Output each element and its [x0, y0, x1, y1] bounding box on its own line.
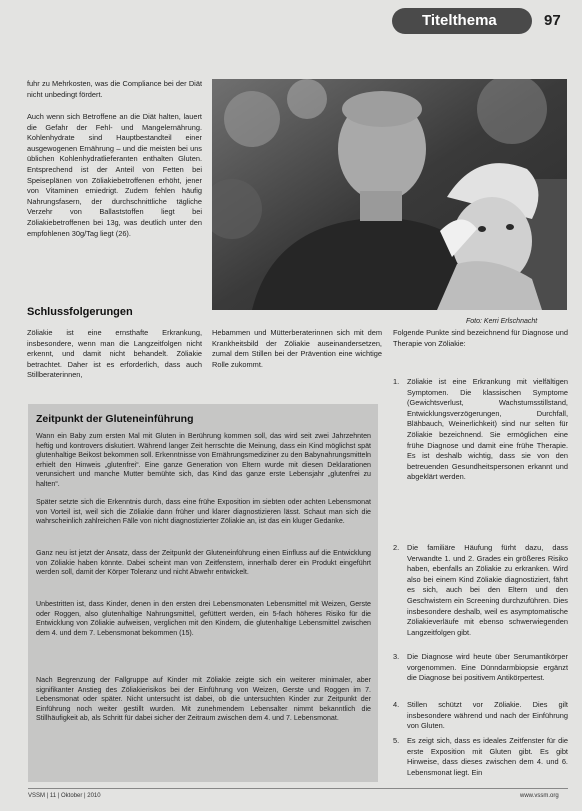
- info-box-title: Zeitpunkt der Gluteneinführung: [36, 413, 194, 425]
- info-box-paragraph: Später setzte sich die Erkenntnis durch, dass eine frühe Exposition im siebten oder achten Lebensmonat von Vorteil ist, weil sich die Zöliakie dann früher und klarer diagnostizieren lässt. Schaut man sich die wahrscheinlich zahlreichen Fälle von nicht diagnostizierter Zöliakie an, ist das ein kluger Gedanke.: [36, 498, 371, 526]
- father-baby-photo: [212, 79, 567, 310]
- section-title: Titelthema: [422, 12, 497, 29]
- photo-credit: Foto: Kerri Erlschnacht: [466, 318, 538, 325]
- footer-issue: VSSM | 11 | Oktober | 2010: [28, 793, 101, 799]
- info-box-paragraph: Wann ein Baby zum ersten Mal mit Gluten in Berührung kommen soll, das wird seit zwei Jahrzehnten heftig und kontrovers diskutiert. Während langer Zeit herrschte die Meinung, dass ein Kind möglichst spät glutenhaltige Beikost bekommen soll. Erkenntnisse von Ernährungsmediziner zu den Babynahrungsmitteln erhielt den Hinweis „glutenfrei“. Eine ganze Generation von Eltern wurde mit diesen Deklarationen verunsichert und manche Mutter bemühte sich, das Kind das ganze erste Lebensjahr „glutenfrei zu halten“.: [36, 432, 371, 488]
- footer-divider: [28, 788, 568, 789]
- list-item: 3. Die Diagnose wird heute über Serumantikörper vorgenommen. Eine Dünndarmbiopsie ergänzt die Diagnose bei positivem Antikörpertest.: [393, 652, 568, 683]
- list-item: 1. Zöliakie ist eine Erkrankung mit vielfältigen Symptomen. Die klassischen Symptome (Gewichtsverlust, Wachstumsstillstand, Entwicklungsverzögerungen, Durchfall, Blähbauch, Weinerlichkeit) sind nur selten für Zöliakie bezeichnend. Sie ermöglichen eine frühe Diagnose und damit eine frühe Therapie. Es ist deshalb wichtig, dass sie von den betreuenden Gesundheitspersonen erkannt und abgeklärt werden.: [393, 377, 568, 482]
- intro-paragraph-2: Auch wenn sich Betroffene an die Diät halten, lauert die Gefahr der Fehl- und Mangelernährung. Kohlenhydrate sind Hauptbestandteil einer ausgewogenen Ernährung – und die meisten bei uns üblichen Kohlenhydratlieferanten enthalten Gluten. Entsprechend ist der Anteil von Fetten bei Speiseplänen von Zöliakiebetroffenen erhöht, jener von Vitaminen erniedrigt. Zudem fehlen häufig Nahrungsfasern, der durchschnittliche tägliche Verzehr von Ballaststoffen liegt bei Zöliakiebetroffenen bei 13g, was deutlich unter den empfohlenen 30g/Tag liegt (26).: [27, 112, 202, 238]
- info-box-paragraph: Nach Begrenzung der Fallgruppe auf Kinder mit Zöliakie zeigte sich ein weiterer minimaler, aber signifikanter Anstieg des Zöliakierisikos bei der Einführung von Weizen, Gerste und Roggen im 7. Lebensmonat oder später. Nicht untersucht ist dabei, ob die untersuchten Kinder zur Zeitpunkt der Einführung noch weiter gestillt wurden. Mit zunehmendem Lebensalter nimmt bekanntlich die Stillhäufigkeit ab, als Schritt für dabei sicher der Zeitraum zwischen dem 4. und 7. Lebensmonat.: [36, 676, 371, 723]
- section-heading: Schlussfolgerungen: [27, 306, 133, 318]
- info-box-paragraph: Ganz neu ist jetzt der Ansatz, dass der Zeitpunkt der Gluteneinführung einen Einfluss auf die Entwicklung von Zöliakie haben könnte. Dabei scheint man von Zeitfenstern, innerhalb derer ein Produkt eingeführt werden soll, damit der Körper Toleranz und nicht Abwehr entwickelt.: [36, 549, 371, 577]
- list-item: 5. Es zeigt sich, dass es ideales Zeitfenster für die erste Exposition mit Gluten gibt. Es gibt Hinweise, dass dieses zwischen dem 4. und 6. Lebensmonat liegt. Ein: [393, 736, 568, 777]
- conclusion-col3: Folgende Punkte sind bezeichnend für Diagnose und Therapie von Zöliakie:: [393, 328, 568, 348]
- footer-url: www.vssm.org: [520, 793, 559, 799]
- page-number: 97: [544, 12, 561, 29]
- conclusion-col1: Zöliakie ist eine ernsthafte Erkrankung, insbesondere, wenn man die Langzeitfolgen nicht erkennt, und damit nicht behandelt. Zöliakie betrachtet. Daher ist es erforderlich, dass auch Stillberaterinnen,: [27, 328, 202, 380]
- info-box-paragraph: Unbestritten ist, dass Kinder, denen in den ersten drei Lebensmonaten Lebensmittel mit Weizen, Gerste oder Roggen, also glutenhaltige Nahrungsmittel, gefüttert werden, ein 5-fach höheres Risiko für die Entwicklung von Zöliakie aufweisen, verglichen mit den Kindern, die glutenhaltige Lebensmittel zwischen dem 4. und dem 7. Lebensmonat bekommen (15).: [36, 600, 371, 637]
- list-item: 4. Stillen schützt vor Zöliakie. Dies gilt insbesondere während und nach der Einführung von Gluten.: [393, 700, 568, 731]
- conclusion-col2: Hebammen und Mütterberaterinnen sich mit dem Krankheitsbild der Zöliakie auseinandersetzen, zumal dem Stillen bei der Prävention eine wichtige Rolle zukommt.: [212, 328, 382, 369]
- intro-paragraph-1: fuhr zu Mehrkosten, was die Compliance bei der Diät nicht unbedingt fördert.: [27, 79, 202, 99]
- list-item: 2. Die familiäre Häufung fürht dazu, dass Verwandte 1. und 2. Grades ein größeres Risiko haben, ebenfalls an Zöliakie zu erkranken. Wird also bei einem Kind Zöliakie diagnostiziert, fährt es sich, auch bei den Eltern und den Geschwistern ein Screening durchzuführen. Dies insbesondere deshalb, weil es asymptomatische Zöliakieverläufe mit ebenso schwerwiegenden Langzeitfolgen gibt.: [393, 543, 568, 637]
